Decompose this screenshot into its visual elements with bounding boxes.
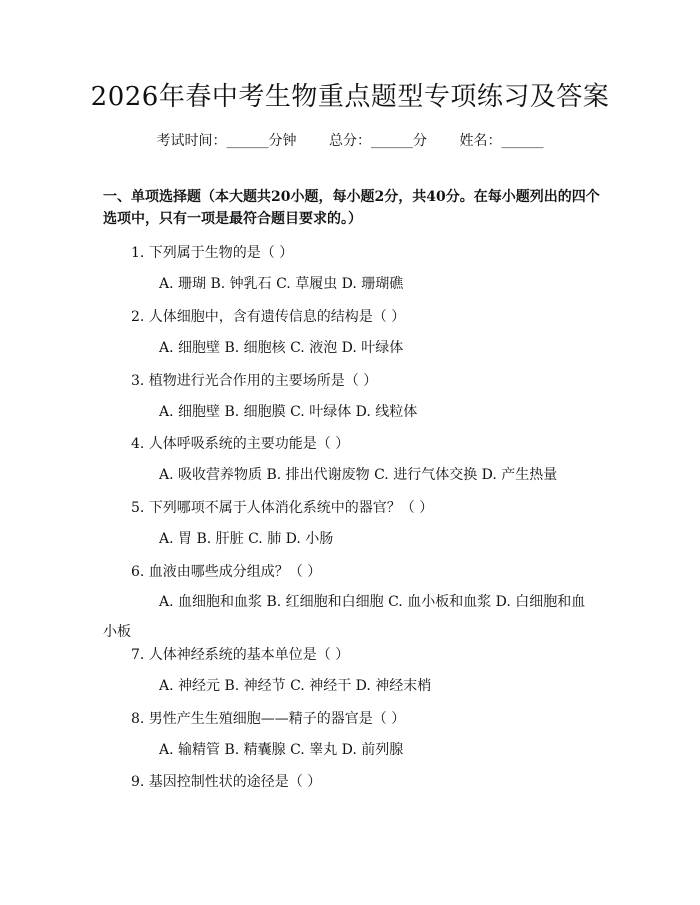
question-6-options: A. 血细胞和血浆 B. 红细胞和白细胞 C. 血小板和血浆 D. 白细胞和血小板: [103, 594, 586, 640]
question-2-options: A. 细胞壁 B. 细胞核 C. 液泡 D. 叶绿体: [159, 340, 404, 356]
question-1-options: A. 珊瑚 B. 钟乳石 C. 草履虫 D. 珊瑚礁: [159, 276, 404, 292]
total-score-field: 总分：______分: [329, 133, 427, 149]
question-9: 9. 基因控制性状的途径是（ ）: [131, 774, 322, 790]
question-1: 1. 下列属于生物的是（ ）: [131, 245, 294, 261]
question-6: 6. 血液由哪些成分组成？（ ）: [131, 564, 322, 580]
question-4: 4. 人体呼吸系统的主要功能是（ ）: [131, 436, 350, 452]
question-2: 2. 人体细胞中，含有遗传信息的结构是（ ）: [131, 309, 406, 325]
question-7: 7. 人体神经系统的基本单位是（ ）: [131, 647, 350, 663]
question-3-options: A. 细胞壁 B. 细胞膜 C. 叶绿体 D. 线粒体: [159, 404, 418, 420]
question-4-options: A. 吸收营养物质 B. 排出代谢废物 C. 进行气体交换 D. 产生热量: [159, 467, 558, 483]
question-5-options: A. 胃 B. 肝脏 C. 肺 D. 小肠: [159, 531, 334, 547]
question-8: 8. 男性产生生殖细胞——精子的器官是（ ）: [131, 711, 406, 727]
exam-time-field: 考试时间：______分钟: [156, 133, 297, 149]
question-7-options: A. 神经元 B. 神经节 C. 神经干 D. 神经末梢: [159, 678, 432, 694]
section-heading: 一、单项选择题（本大题共20小题，每小题2分，共40分。在每小题列出的四个选项中，只有一项是最符合题目要求的。）: [103, 189, 600, 227]
question-5: 5. 下列哪项不属于人体消化系统中的器官？（ ）: [131, 500, 434, 516]
page-title: 2026年春中考生物重点题型专项练习及答案: [90, 82, 610, 112]
question-3: 3. 植物进行光合作用的主要场所是（ ）: [131, 373, 378, 389]
question-8-options: A. 输精管 B. 精囊腺 C. 睾丸 D. 前列腺: [159, 742, 404, 758]
exam-meta: [0, 131, 700, 151]
name-field: 姓名：______: [459, 133, 544, 149]
